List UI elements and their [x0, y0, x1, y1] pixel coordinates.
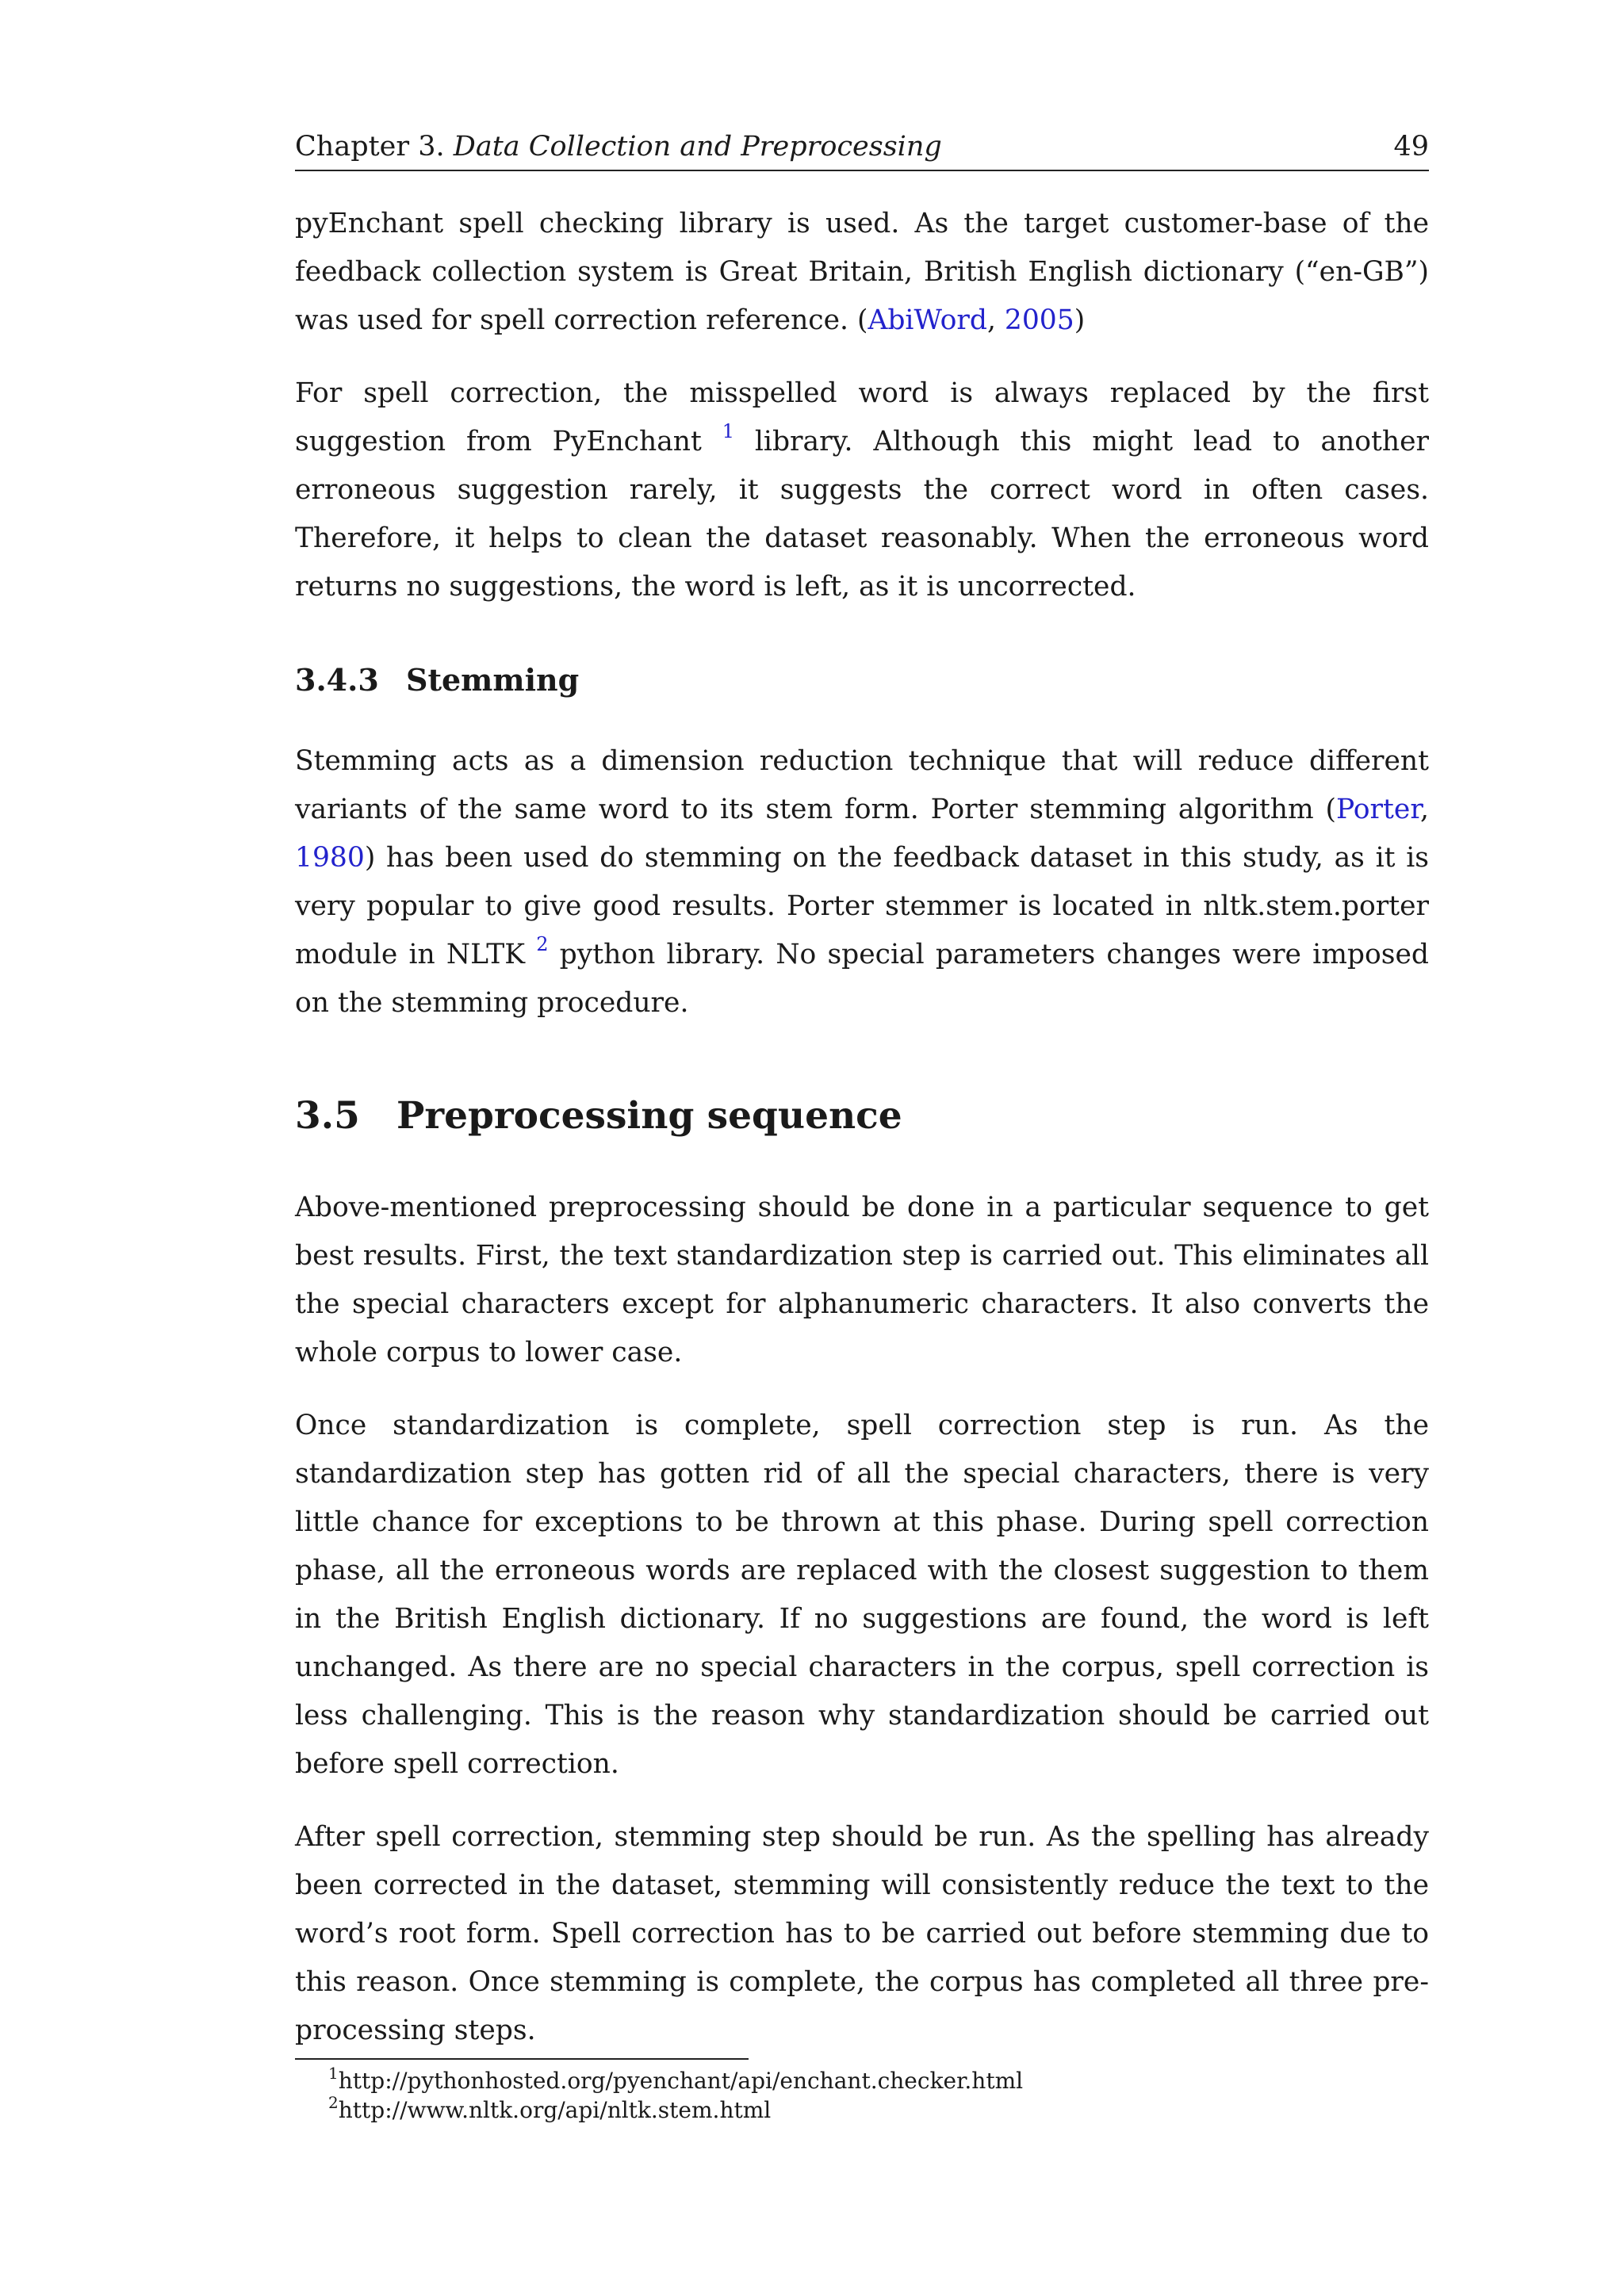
paragraph-text: python library. No special parameters changes were imposed on the stemming procedure. — [295, 939, 1429, 1019]
citation-separator: , — [986, 304, 1005, 336]
chapter-heading — [295, 127, 942, 166]
paragraph-text: library. Although this might lead to another erroneous suggestion rarely, it suggests the correct word in often cases. Therefore, it helps to clean the dataset reasonably. When the erroneous word returns no suggestions, the word is left, as it is uncorrected. — [295, 426, 1430, 603]
running-header — [295, 127, 1429, 171]
paragraph-text: Stemming acts as a dimension reduction technique that will reduce different variants of the same word to its stem form. Porter stemming algorithm ( — [295, 745, 1429, 825]
footnote-1 — [295, 2063, 1429, 2095]
paragraph-text: pyEnchant spell checking library is used. As the target customer-base of the feedback collection system is Great Britain, British English dictionary (“en-GB”) was used for spell correction reference. ( — [295, 208, 1429, 336]
page — [295, 127, 1429, 2125]
paragraph-sequence-spell: Once standardization is complete, spell correction step is run. As the standardization step has gotten rid of all the special characters, there is very little chance for exceptions to be thrown at this phase. During spell correction phase, all the erroneous words are replaced with the closest suggestion to them in the British English dictionary. If no suggestions are found, the word is left unchanged. As there are no special characters in the corpus, spell correction is less challenging. This is the reason why standardization should be carried out before spell correction. — [295, 1410, 1429, 1780]
chapter-title: Data Collection and Preprocessing — [453, 131, 942, 163]
page-number: 49 — [1393, 131, 1429, 163]
citation-porter-year[interactable]: 1980 — [295, 842, 365, 874]
paragraph-sequence-stemming: After spell correction, stemming step should be run. As the spelling has already been corrected in the dataset, stemming will consistently reduce the text to the word’s root form. Spell correction has to be carried out before stemming due to this reason. Once stemming is complete, the corpus has completed all three pre-processing steps. — [295, 1821, 1429, 2046]
footnotes — [295, 2063, 1429, 2125]
footnote-mark-1: 1 — [328, 2063, 339, 2083]
paragraph-text: ) has been used do stemming on the feedback dataset in this study, as it is very popular to give good results. Porter stemmer is located in nltk.stem.porter module in NLTK — [295, 842, 1429, 970]
footnote-ref-2[interactable]: 2 — [536, 932, 549, 955]
paragraph-text: For spell correction, the misspelled word is always replaced by the first suggestion from PyEnchant — [295, 377, 1429, 457]
section-heading — [295, 1093, 1429, 1140]
footnote-mark-2: 2 — [328, 2092, 339, 2112]
subsection-heading — [295, 660, 1429, 700]
section-title: Preprocessing sequence — [396, 1094, 902, 1138]
footnote-link-2[interactable]: http://www.nltk.org/api/nltk.stem.html — [338, 2097, 772, 2123]
section-number: 3.5 — [295, 1094, 360, 1138]
footnote-rule — [295, 2058, 749, 2060]
subsection-title: Stemming — [406, 662, 580, 698]
citation-close: ) — [1074, 304, 1086, 336]
chapter-prefix: Chapter 3. — [295, 131, 445, 163]
citation-abiword-author[interactable]: AbiWord — [868, 304, 987, 336]
citation-separator: , — [1420, 794, 1429, 825]
citation-abiword-year[interactable]: 2005 — [1004, 304, 1074, 336]
citation-porter-author[interactable]: Porter — [1335, 794, 1421, 825]
paragraph-spell-correction — [295, 369, 1429, 611]
paragraph-sequence-intro: Above-mentioned preprocessing should be done in a particular sequence to get best results. First, the text standardization step is carried out. This eliminates all the special characters except for alphanumeric characters. It also converts the whole corpus to lower case. — [295, 1192, 1429, 1368]
footnote-ref-1[interactable]: 1 — [722, 419, 735, 442]
paragraph-stemming — [295, 737, 1429, 1027]
footnote-2 — [295, 2092, 1429, 2125]
footnote-link-1[interactable]: http://pythonhosted.org/pyenchant/api/enchant.checker.html — [338, 2068, 1024, 2094]
paragraph-pyenchant — [295, 200, 1429, 345]
subsection-number: 3.4.3 — [295, 662, 379, 698]
